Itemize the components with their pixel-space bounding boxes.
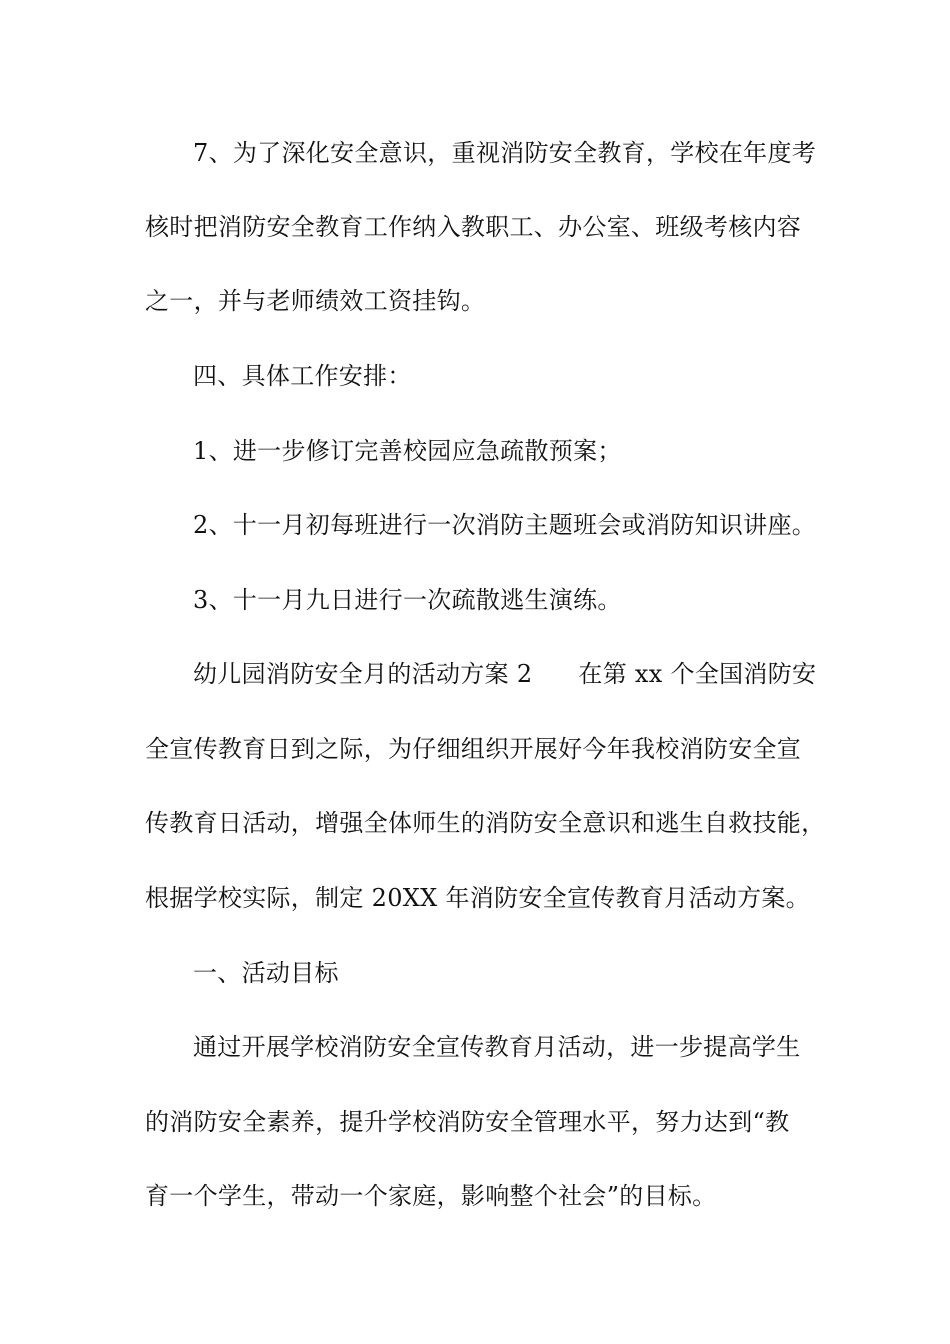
section-1-heading: 一、活动目标: [193, 959, 339, 987]
section-4-heading: 四、具体工作安排：: [193, 362, 412, 390]
plan-2-line-3: 传教育日活动，增强全体师生的消防安全意识和逃生自救技能，: [145, 809, 826, 837]
work-item-1: 1、进一步修订完善校园应急疏散预案；: [193, 437, 622, 465]
plan-2-line-2: 全宣传教育日到之际，为仔细组织开展好今年我校消防安全宣: [145, 735, 802, 763]
goal-line-1: 通过开展学校消防安全宣传教育月活动，进一步提高学生: [193, 1033, 801, 1061]
plan-2-intro-start: 在第 xx 个全国消防安: [578, 660, 817, 688]
goal-line-3: 育一个学生，带动一个家庭，影响整个社会”的目标。: [145, 1182, 717, 1210]
goal-line-2: 的消防安全素养，提升学校消防安全管理水平，努力达到“教: [145, 1108, 790, 1136]
paragraph-7-line-1: 7、为了深化安全意识，重视消防安全教育，学校在年度考: [193, 139, 817, 167]
paragraph-7-line-2: 核时把消防安全教育工作纳入教职工、办公室、班级考核内容: [145, 213, 802, 241]
plan-2-title: 幼儿园消防安全月的活动方案 2: [193, 660, 533, 688]
work-item-3: 3、十一月九日进行一次疏散逃生演练。: [193, 586, 622, 614]
plan-2-first-line: [193, 659, 816, 689]
work-item-2: 2、十一月初每班进行一次消防主题班会或消防知识讲座。: [193, 511, 817, 539]
plan-2-line-4: 根据学校实际，制定 20XX 年消防安全宣传教育月活动方案。: [145, 884, 810, 912]
paragraph-7-line-3: 之一，并与老师绩效工资挂钩。: [145, 287, 486, 315]
